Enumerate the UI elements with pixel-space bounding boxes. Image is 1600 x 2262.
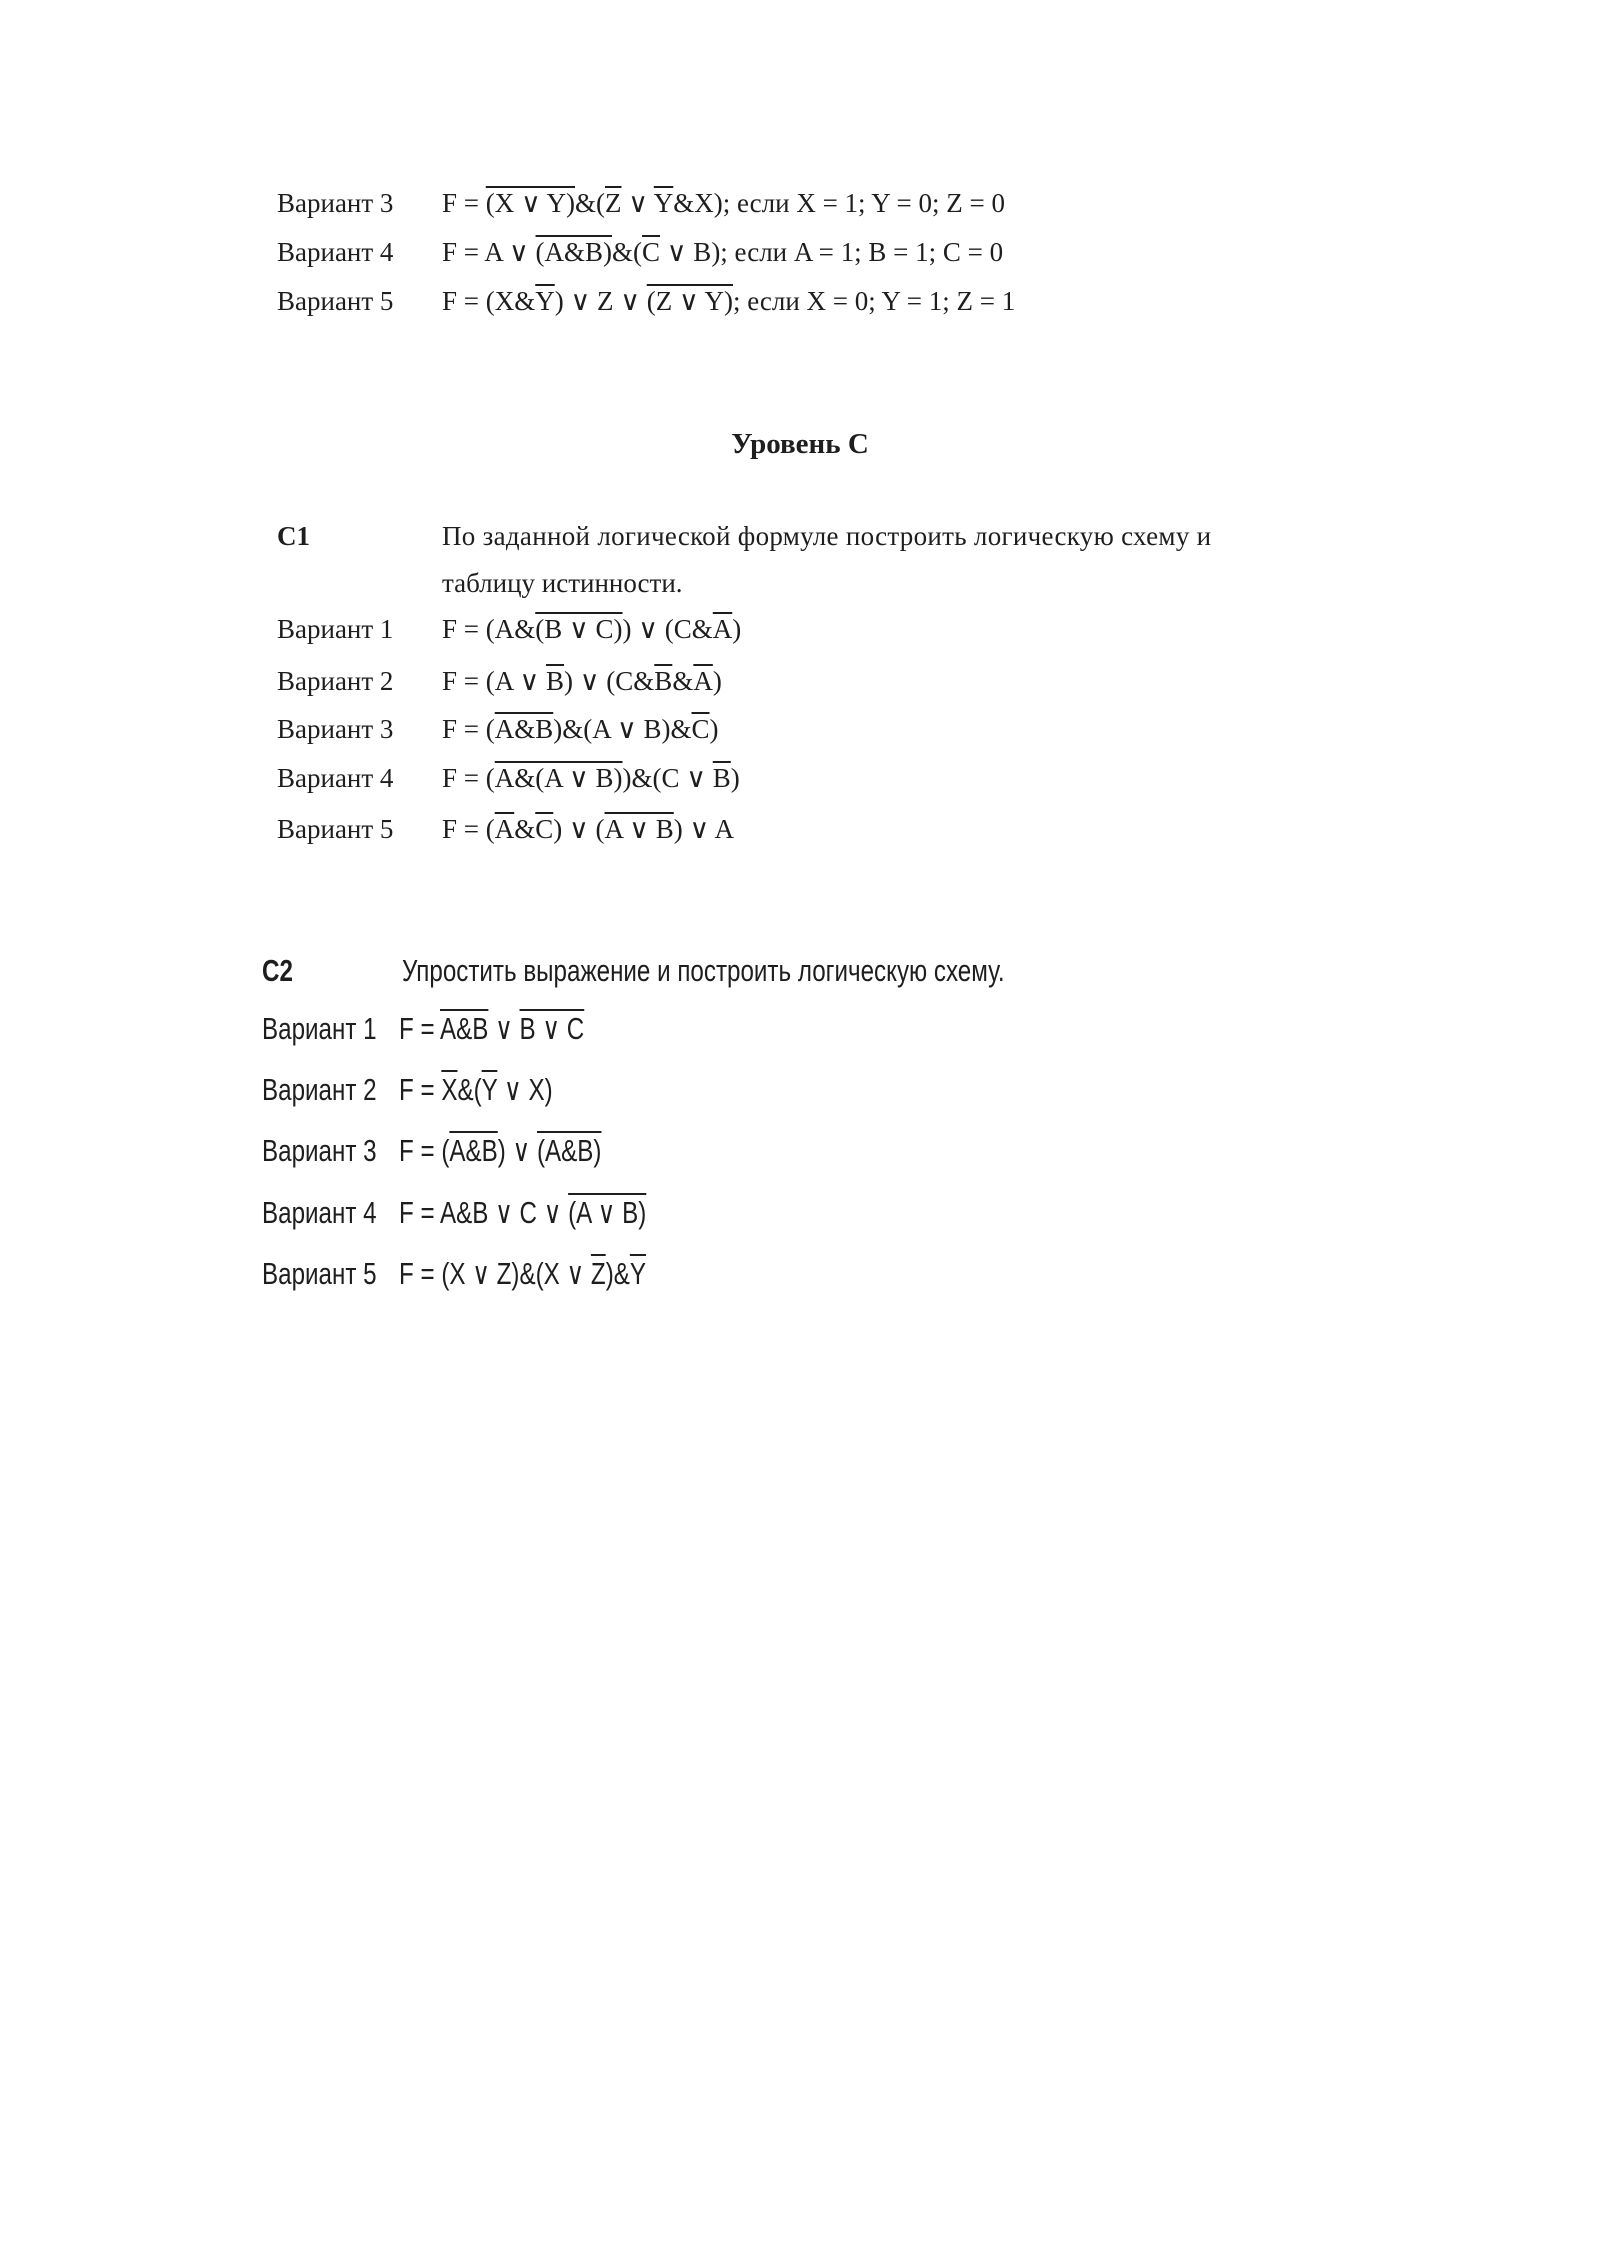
variant-formula — [399, 1256, 646, 1292]
variant-label: Вариант 3 — [277, 714, 394, 744]
formula-text: ) ∨ (C& — [622, 614, 713, 644]
variant-row — [277, 666, 722, 697]
variant-formula — [442, 614, 741, 644]
formula-text: &( — [612, 237, 643, 267]
negation-term: $\overline{C}$ — [691, 714, 710, 744]
level-heading: Уровень С — [731, 428, 869, 460]
formula-text: F = (A ∨ — [442, 666, 547, 696]
formula-text: F = ( — [442, 814, 495, 844]
variant-row — [277, 714, 719, 745]
negation-term: A&(A ∨ B) — [494, 763, 623, 793]
formula-text: ∨ B); если A = 1; B = 1; C = 0 — [660, 237, 1004, 267]
variant-label: Вариант 3 — [262, 1133, 377, 1168]
variant-row — [277, 614, 741, 645]
variant-formula — [442, 763, 740, 793]
formula-text: F = — [399, 1072, 442, 1107]
variant-row — [262, 1256, 716, 1292]
negation-term: B ∨ C — [519, 1011, 585, 1046]
variant-label: Вариант 4 — [277, 237, 394, 267]
negation-term: A ∨ B — [604, 814, 674, 844]
negation-term: $\overline{Y}$ — [481, 1072, 498, 1107]
formula-text: ∨ — [488, 1011, 520, 1046]
negation-term: $\overline{B}$ — [654, 666, 673, 696]
formula-text: F = ( — [442, 714, 495, 744]
variant-row — [277, 237, 1003, 268]
formula-text: )& — [605, 1256, 630, 1291]
variant-formula — [399, 1011, 584, 1047]
formula-text: ) — [732, 614, 742, 644]
task-text: Упростить выражение и построить логическую схему. — [402, 953, 1005, 988]
negation-term: (A&B) — [535, 237, 613, 267]
negation-term: $\overline{C}$ — [535, 814, 554, 844]
variant-formula — [442, 188, 1005, 218]
formula-text: &X); если X = 1; Y = 0; Z = 0 — [673, 188, 1005, 218]
negation-term: A&B — [439, 1011, 489, 1046]
formula-text: F = ( — [442, 763, 495, 793]
formula-text: ) ∨ Z ∨ — [554, 286, 647, 316]
negation-term: $\overline{Y}$ — [535, 286, 555, 316]
variant-formula — [399, 1133, 601, 1169]
task-code: С2 — [262, 953, 293, 988]
negation-term: $\overline{Z}$ — [590, 1256, 606, 1291]
negation-term: (Z ∨ Y) — [646, 286, 733, 316]
variant-row — [277, 286, 1015, 317]
negation-term: (X ∨ Y) — [485, 188, 575, 218]
formula-text: F = — [442, 188, 486, 218]
variant-formula — [442, 714, 719, 744]
negation-term: (A ∨ B) — [568, 1195, 647, 1230]
formula-text: )&(A ∨ B)& — [553, 714, 692, 744]
formula-text: F = A&B ∨ C ∨ — [399, 1195, 569, 1230]
negation-term: (B ∨ C) — [535, 614, 623, 644]
negation-term: $\overline{Z}$ — [605, 188, 622, 218]
variant-formula — [399, 1072, 553, 1108]
formula-text: ) ∨ A — [673, 814, 735, 844]
formula-text: ) — [712, 666, 722, 696]
negation-term: A&B — [494, 714, 554, 744]
negation-term: $\overline{C}$ — [642, 237, 661, 267]
formula-text: ∨ — [621, 188, 654, 218]
variant-row — [262, 1011, 637, 1047]
formula-text: ; если X = 0; Y = 1; Z = 1 — [732, 286, 1016, 316]
negation-term: $\overline{X}$ — [441, 1072, 458, 1107]
variant-formula — [442, 286, 1015, 316]
negation-term: (A&B) — [536, 1133, 602, 1168]
formula-text: F = A ∨ — [442, 237, 536, 267]
task-code: С1 — [277, 521, 310, 551]
variant-row — [277, 188, 1005, 219]
variant-label: Вариант 5 — [262, 1256, 377, 1291]
variant-formula — [442, 237, 1003, 267]
variant-row — [262, 1133, 659, 1169]
variant-label: Вариант 1 — [277, 614, 394, 644]
negation-term: $\overline{B}$ — [546, 666, 565, 696]
formula-text: ) ∨ ( — [553, 814, 605, 844]
negation-term: $\overline{Y}$ — [653, 188, 674, 218]
negation-term: $\overline{A}$ — [693, 666, 713, 696]
variant-label: Вариант 5 — [277, 814, 394, 844]
variant-row — [277, 814, 734, 845]
negation-term: $\overline{Y}$ — [629, 1256, 647, 1291]
variant-label: Вариант 3 — [277, 188, 394, 218]
variant-formula — [442, 666, 722, 696]
variant-label: Вариант 2 — [262, 1072, 377, 1107]
formula-text: & — [672, 666, 694, 696]
c2-task — [262, 953, 1175, 989]
task-text-line2: таблицу истинности. — [442, 568, 683, 598]
variant-formula — [399, 1195, 646, 1231]
negation-term: $\overline{A}$ — [712, 614, 733, 644]
c1-task-cont — [442, 568, 683, 599]
negation-term: $\overline{B}$ — [712, 763, 731, 793]
variant-label: Вариант 5 — [277, 286, 394, 316]
formula-text: ) ∨ — [497, 1133, 537, 1168]
c1-task — [277, 521, 1211, 552]
formula-text: ) — [730, 763, 740, 793]
formula-text: &( — [575, 188, 605, 218]
formula-text: F = (X ∨ Z)&(X ∨ — [399, 1256, 591, 1291]
variant-row — [277, 763, 740, 794]
formula-text: ) ∨ (C& — [564, 666, 655, 696]
variant-label: Вариант 4 — [262, 1195, 377, 1230]
formula-text: &( — [457, 1072, 482, 1107]
formula-text: F = (A& — [442, 614, 536, 644]
variant-row — [262, 1195, 716, 1231]
formula-text: & — [514, 814, 536, 844]
variant-label: Вариант 4 — [277, 763, 394, 793]
task-text-line1: По заданной логической формуле построить логическую схему и — [442, 521, 1212, 551]
formula-text: F = — [399, 1011, 440, 1046]
negation-term: $\overline{A}$ — [494, 814, 515, 844]
variant-formula — [442, 814, 734, 844]
formula-text: )&(C ∨ — [622, 763, 713, 793]
formula-text: F = (X& — [442, 286, 536, 316]
formula-text: F = ( — [399, 1133, 450, 1168]
variant-row — [262, 1072, 596, 1108]
variant-label: Вариант 1 — [262, 1011, 377, 1046]
negation-term: A&B — [449, 1133, 498, 1168]
formula-text: ∨ X) — [497, 1072, 553, 1107]
formula-text: ) — [709, 714, 719, 744]
variant-label: Вариант 2 — [277, 666, 394, 696]
